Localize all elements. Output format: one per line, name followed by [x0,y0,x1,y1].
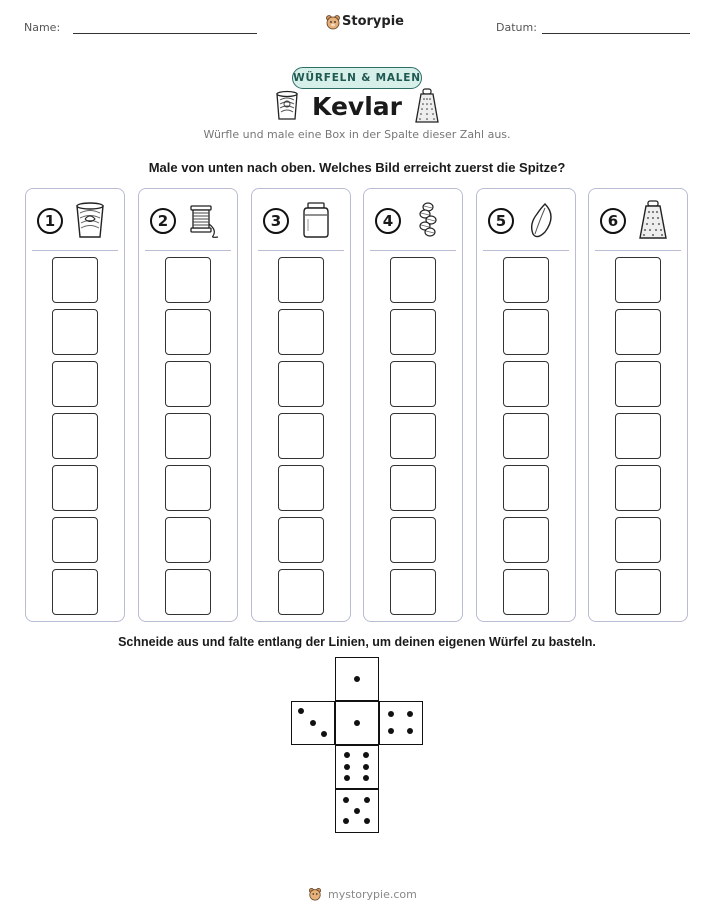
color-box[interactable] [615,569,661,615]
color-box[interactable] [278,517,324,563]
footer [308,886,418,904]
color-box[interactable] [390,309,436,355]
color-box[interactable] [615,257,661,303]
color-box[interactable] [52,257,98,303]
color-box[interactable] [52,413,98,459]
dice-pip [363,775,369,781]
color-box[interactable] [390,465,436,511]
dice-pip [298,708,304,714]
color-box[interactable] [165,413,211,459]
brand-logo [325,13,405,33]
color-box[interactable] [278,361,324,407]
column-divider [258,250,344,251]
color-box[interactable] [503,309,549,355]
color-box[interactable] [52,361,98,407]
column-header [364,189,462,251]
color-box[interactable] [390,361,436,407]
column-1 [25,188,125,622]
dice-pip [407,728,413,734]
column-header [477,189,575,251]
column-number: 2 [150,208,176,234]
color-box[interactable] [390,257,436,303]
color-box[interactable] [52,517,98,563]
color-box[interactable] [390,569,436,615]
column-divider [145,250,231,251]
color-box[interactable] [52,569,98,615]
dice-pip [364,818,370,824]
column-divider [483,250,569,251]
cheese-grater-icon [635,200,671,240]
dice-pip [388,711,394,717]
color-box[interactable] [390,413,436,459]
bear-logo-icon [325,14,341,30]
dice-pip [344,764,350,770]
color-box[interactable] [503,257,549,303]
dice-face-4 [379,701,423,745]
spool-cup-icon [273,90,301,122]
color-box[interactable] [503,361,549,407]
column-3 [251,188,351,622]
color-box[interactable] [52,465,98,511]
color-box[interactable] [165,569,211,615]
bear-logo-icon [308,887,322,901]
color-box[interactable] [165,257,211,303]
column-number: 6 [600,208,626,234]
color-box[interactable] [278,413,324,459]
date-line [542,33,690,34]
dice-pip [343,818,349,824]
color-box[interactable] [278,569,324,615]
name-line [73,33,257,34]
page-title: Kevlar [312,92,402,121]
footer-url: mystorypie.com [328,888,417,901]
color-box[interactable] [615,465,661,511]
braided-rope-icon [410,200,446,240]
brand-name: Storypie [342,14,404,29]
color-box[interactable] [278,465,324,511]
dice-face-5 [335,789,379,833]
column-4 [363,188,463,622]
color-box[interactable] [503,517,549,563]
dice-pip [407,711,413,717]
name-label: Name: [24,21,61,34]
color-box[interactable] [165,465,211,511]
dice-pip [343,797,349,803]
column-header [139,189,237,251]
color-box[interactable] [615,413,661,459]
dice-face-3 [291,701,335,745]
color-box[interactable] [165,517,211,563]
color-box[interactable] [615,517,661,563]
jar-icon [298,200,334,240]
color-box[interactable] [390,517,436,563]
thread-spool-icon [185,200,221,240]
dice-pip [354,720,360,726]
color-box[interactable] [503,413,549,459]
color-box[interactable] [278,257,324,303]
dice-pip [388,728,394,734]
color-box[interactable] [503,569,549,615]
dice-face-1 [335,701,379,745]
dice-pip [310,720,316,726]
dice-pip [363,752,369,758]
column-number: 4 [375,208,401,234]
column-divider [595,250,681,251]
dice-pip [364,797,370,803]
instruction: Male von unten nach oben. Welches Bild erreicht zuerst die Spitze? [148,160,566,175]
category-badge: WÜRFELN & MALEN [292,67,422,89]
dice-pip [363,764,369,770]
dice-pip [354,808,360,814]
cut-instruction: Schneide aus und falte entlang der Linien, um deinen eigenen Würfel zu basteln. [118,635,596,649]
date-label: Datum: [496,21,537,34]
column-5 [476,188,576,622]
dice-pip [344,775,350,781]
dice-pip [344,752,350,758]
column-header [252,189,350,251]
color-box[interactable] [615,309,661,355]
column-number: 1 [37,208,63,234]
wound-fiber-cup-icon [72,200,108,240]
column-divider [370,250,456,251]
color-box[interactable] [165,361,211,407]
dice-pip [321,731,327,737]
column-2 [138,188,238,622]
color-box[interactable] [503,465,549,511]
column-divider [32,250,118,251]
color-box[interactable] [52,309,98,355]
subtitle: Würfle und male eine Box in der Spalte dieser Zahl aus. [203,128,511,141]
column-number: 5 [488,208,514,234]
dice-pip [354,676,360,682]
color-box[interactable] [615,361,661,407]
column-6 [588,188,688,622]
column-header [589,189,687,251]
cheese-grater-icon [413,88,441,124]
dice-face-6 [335,745,379,789]
color-box[interactable] [278,309,324,355]
dice-face-1 [335,657,379,701]
leaf-icon [523,200,559,240]
column-number: 3 [263,208,289,234]
column-header [26,189,124,251]
color-box[interactable] [165,309,211,355]
